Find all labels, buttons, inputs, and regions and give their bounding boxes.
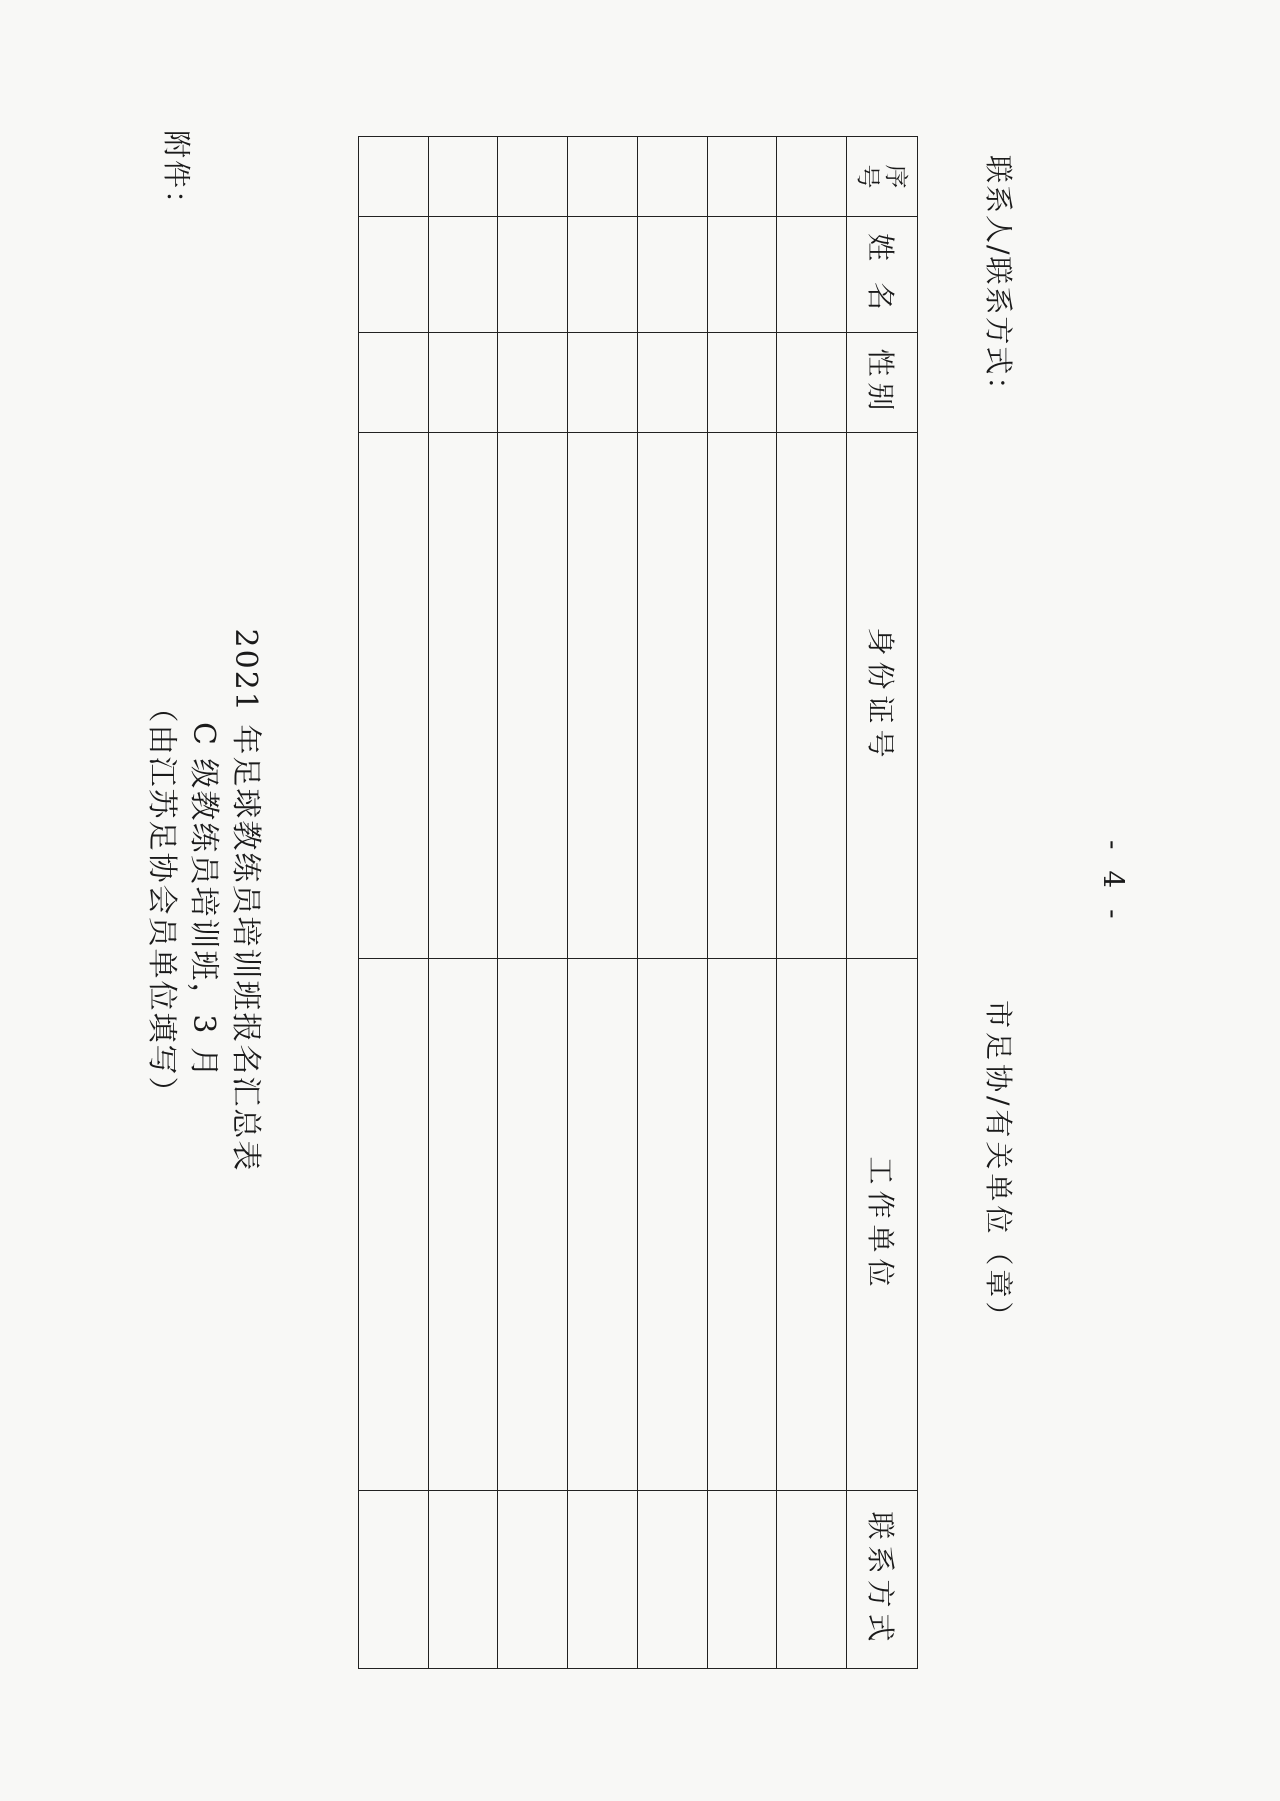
cell-serial[interactable] — [568, 137, 638, 217]
cell-work-unit[interactable] — [568, 959, 638, 1491]
cell-gender[interactable] — [428, 333, 498, 433]
cell-name[interactable] — [707, 217, 777, 333]
header-serial-number: 序 号 — [847, 137, 918, 217]
cell-serial[interactable] — [777, 137, 847, 217]
cell-id-number[interactable] — [498, 433, 568, 959]
form-note: （由江苏足协会员单位填写） — [144, 692, 179, 1109]
cell-gender[interactable] — [777, 333, 847, 433]
unit-seal-field: 市足协/有关单位（章） — [982, 1000, 1015, 1334]
cell-id-number[interactable] — [707, 433, 777, 959]
cell-gender[interactable] — [359, 333, 429, 433]
table-row — [498, 137, 568, 1669]
header-id-number: 身份证号 — [847, 433, 918, 959]
header-contact: 联系方式 — [847, 1491, 918, 1669]
cell-gender[interactable] — [498, 333, 568, 433]
cell-serial[interactable] — [428, 137, 498, 217]
cell-id-number[interactable] — [428, 433, 498, 959]
table-row — [428, 137, 498, 1669]
cell-name[interactable] — [777, 217, 847, 333]
page-number: - 4 - — [1097, 840, 1130, 925]
cell-contact[interactable] — [568, 1491, 638, 1669]
title-block — [140, 0, 266, 1801]
cell-serial[interactable] — [707, 137, 777, 217]
table-header-row — [847, 137, 918, 1669]
header-work-unit: 工作单位 — [847, 959, 918, 1491]
cell-work-unit[interactable] — [498, 959, 568, 1491]
cell-work-unit[interactable] — [707, 959, 777, 1491]
cell-work-unit[interactable] — [777, 959, 847, 1491]
cell-work-unit[interactable] — [428, 959, 498, 1491]
table-row — [637, 137, 707, 1669]
cell-serial[interactable] — [637, 137, 707, 217]
cell-contact[interactable] — [359, 1491, 429, 1669]
cell-gender[interactable] — [637, 333, 707, 433]
cell-name[interactable] — [359, 217, 429, 333]
cell-contact[interactable] — [777, 1491, 847, 1669]
cell-name[interactable] — [637, 217, 707, 333]
cell-contact[interactable] — [428, 1491, 498, 1669]
table-row — [359, 137, 429, 1669]
contact-person-field: 联系人/联系方式： — [982, 155, 1015, 407]
cell-work-unit[interactable] — [637, 959, 707, 1491]
cell-id-number[interactable] — [777, 433, 847, 959]
header-gender: 性别 — [847, 333, 918, 433]
cell-contact[interactable] — [498, 1491, 568, 1669]
cell-name[interactable] — [568, 217, 638, 333]
cell-work-unit[interactable] — [359, 959, 429, 1491]
cell-contact[interactable] — [707, 1491, 777, 1669]
cell-id-number[interactable] — [637, 433, 707, 959]
form-subtitle: C 级教练员培训班，3 月 — [186, 721, 221, 1080]
cell-id-number[interactable] — [568, 433, 638, 959]
cell-gender[interactable] — [568, 333, 638, 433]
table-row — [568, 137, 638, 1669]
table-row — [777, 137, 847, 1669]
cell-serial[interactable] — [359, 137, 429, 217]
cell-gender[interactable] — [707, 333, 777, 433]
attachment-label: 附件： — [160, 130, 193, 221]
cell-name[interactable] — [428, 217, 498, 333]
registration-table — [358, 136, 918, 1669]
header-name: 姓 名 — [847, 217, 918, 333]
cell-id-number[interactable] — [359, 433, 429, 959]
table-row — [707, 137, 777, 1669]
cell-serial[interactable] — [498, 137, 568, 217]
cell-contact[interactable] — [637, 1491, 707, 1669]
form-title: 2021 年足球教练员培训班报名汇总表 — [228, 628, 263, 1173]
cell-name[interactable] — [498, 217, 568, 333]
